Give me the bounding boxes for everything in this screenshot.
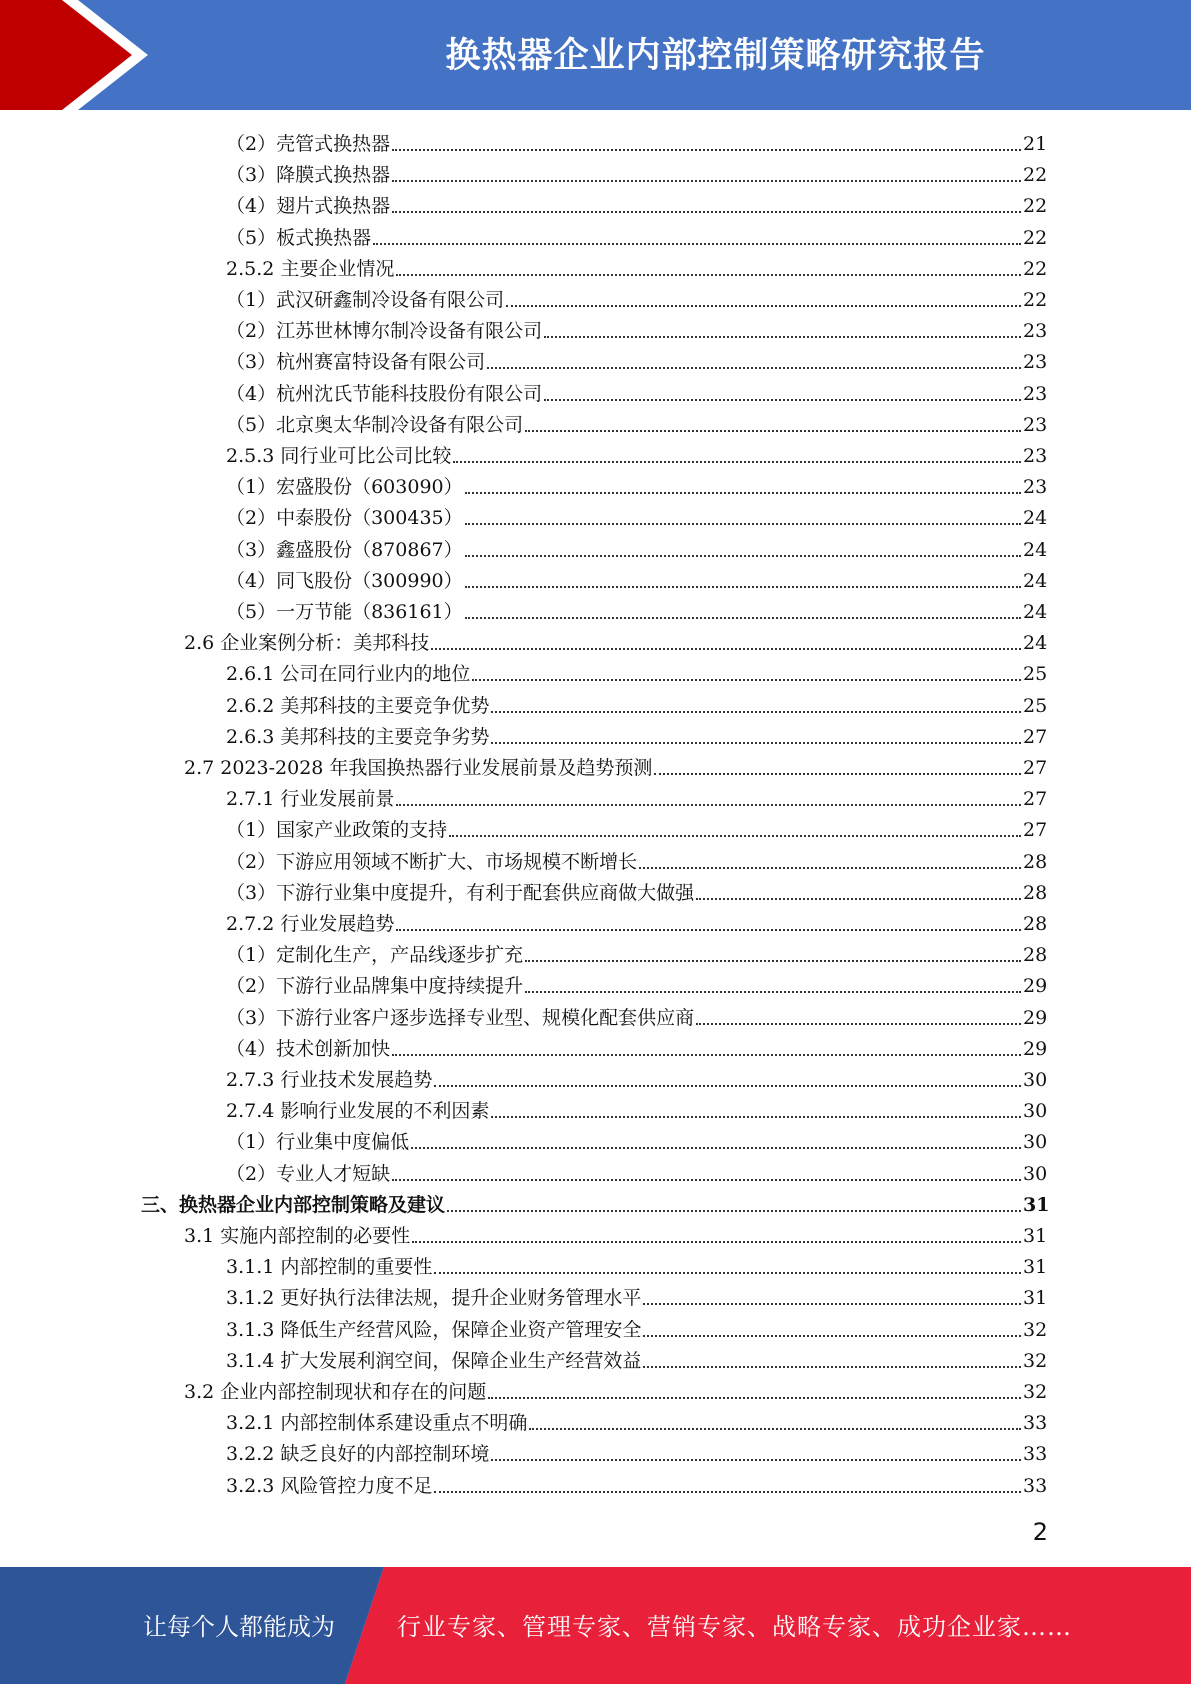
toc-entry-label: （4）杭州沈氏节能科技股份有限公司 (226, 382, 543, 405)
toc-entry-page: 30 (1023, 1069, 1048, 1091)
toc-entry-page: 30 (1023, 1131, 1048, 1154)
toc-dot-leader (373, 243, 1021, 245)
toc-dot-leader (643, 1303, 1021, 1305)
toc-entry-label: 2.7.2 行业发展趋势 (226, 913, 395, 935)
toc-entry-label: 2.7.4 影响行业发展的不利因素 (226, 1100, 490, 1123)
toc-entry[interactable] (226, 1437, 1047, 1467)
toc-entry-page: 31 (1023, 1193, 1050, 1216)
toc-entry-label: （4）翅片式换热器 (226, 195, 391, 218)
toc-entry[interactable] (141, 1188, 1050, 1218)
toc-entry[interactable] (226, 564, 1047, 594)
toc-entry-page: 33 (1023, 1443, 1048, 1466)
toc-entry[interactable] (226, 252, 1047, 282)
toc-entry-label: （5）北京奥太华制冷设备有限公司 (226, 413, 524, 436)
toc-entry-page: 21 (1023, 133, 1048, 155)
toc-dot-leader (491, 1459, 1021, 1461)
toc-dot-leader (465, 586, 1021, 588)
toc-entry-page: 30 (1023, 1100, 1048, 1123)
toc-entry[interactable] (226, 158, 1047, 188)
toc-entry-page: 28 (1023, 850, 1048, 873)
toc-entry-label: 2.6 企业案例分析：美邦科技 (184, 632, 430, 655)
toc-entry-page: 24 (1023, 569, 1048, 592)
toc-entry-label: （1）行业集中度偏低 (226, 1131, 410, 1154)
toc-entry[interactable] (226, 127, 1047, 157)
toc-entry-page: 22 (1023, 195, 1048, 218)
toc-entry-label: 2.6.3 美邦科技的主要竞争劣势 (226, 725, 490, 748)
toc-entry-label: （2）专业人才短缺 (226, 1162, 391, 1185)
toc-entry-page: 33 (1023, 1412, 1048, 1435)
toc-entry[interactable] (226, 876, 1047, 906)
toc-dot-leader (491, 742, 1021, 744)
toc-entry-page: 31 (1023, 1256, 1048, 1279)
toc-entry[interactable] (226, 501, 1047, 531)
toc-dot-leader (465, 523, 1021, 525)
toc-entry-page: 23 (1023, 445, 1048, 467)
toc-dot-leader (639, 867, 1021, 869)
toc-entry-label: （5）一万节能（836161） (226, 601, 463, 623)
toc-dot-leader (396, 929, 1021, 931)
toc-entry[interactable] (226, 720, 1047, 750)
toc-entry[interactable] (226, 1125, 1047, 1155)
toc-entry[interactable] (226, 1281, 1047, 1311)
toc-dot-leader (491, 711, 1021, 713)
toc-dot-leader (643, 1366, 1021, 1368)
toc-entry-label: 2.7 2023-2028 年我国换热器行业发展前景及趋势预测 (184, 757, 653, 779)
toc-entry[interactable] (226, 845, 1047, 875)
toc-entry-page: 29 (1023, 1037, 1048, 1060)
toc-entry-label: 3.1.1 内部控制的重要性 (226, 1256, 433, 1279)
toc-entry-label: （2）壳管式换热器 (226, 133, 391, 155)
toc-entry[interactable] (226, 189, 1047, 219)
toc-dot-leader (411, 1147, 1021, 1149)
toc-entry-page: 31 (1023, 1225, 1048, 1247)
toc-entry-label: （5）板式换热器 (226, 226, 372, 249)
toc-entry[interactable] (226, 1063, 1047, 1093)
toc-entry-label: 3.2 企业内部控制现状和存在的问题 (184, 1381, 487, 1403)
toc-entry-label: （1）定制化生产，产品线逐步扩充 (226, 944, 524, 967)
toc-entry[interactable] (226, 1313, 1047, 1343)
toc-entry[interactable] (226, 689, 1047, 719)
toc-entry-label: 2.6.1 公司在同行业内的地位 (226, 663, 471, 686)
toc-entry[interactable] (184, 626, 1047, 656)
toc-entry-label: 2.5.3 同行业可比公司比较 (226, 445, 452, 467)
toc-entry[interactable] (226, 782, 1047, 812)
toc-entry[interactable] (226, 657, 1047, 687)
toc-dot-leader (392, 149, 1021, 151)
toc-dot-leader (654, 773, 1021, 775)
toc-entry[interactable] (226, 907, 1047, 937)
toc-entry[interactable] (226, 1094, 1047, 1124)
report-title: 换热器企业内部控制策略研究报告 (445, 36, 986, 76)
toc-entry-label: 3.2.3 风险管控力度不足 (226, 1474, 433, 1497)
toc-dot-leader (506, 305, 1021, 307)
toc-entry-label: （3）下游行业集中度提升，有利于配套供应商做大做强 (226, 881, 695, 904)
toc-dot-leader (491, 1116, 1021, 1118)
toc-dot-leader (396, 804, 1021, 806)
toc-entry-page: 23 (1023, 413, 1048, 436)
toc-entry[interactable] (226, 1032, 1047, 1062)
toc-dot-leader (453, 461, 1021, 463)
toc-entry-page: 30 (1023, 1162, 1048, 1185)
toc-entry-page: 22 (1023, 164, 1048, 187)
toc-entry-page: 29 (1023, 975, 1048, 998)
toc-dot-leader (525, 430, 1021, 432)
toc-entry-label: 3.2.2 缺乏良好的内部控制环境 (226, 1443, 490, 1466)
toc-entry-label: 3.2.1 内部控制体系建设重点不明确 (226, 1412, 528, 1435)
toc-entry[interactable] (226, 1250, 1047, 1280)
toc-entry-page: 22 (1023, 226, 1048, 249)
toc-entry[interactable] (226, 1001, 1047, 1031)
toc-entry-page: 23 (1023, 351, 1048, 374)
toc-entry-page: 24 (1023, 632, 1048, 655)
toc-entry-label: 3.1 实施内部控制的必要性 (184, 1225, 411, 1247)
toc-entry[interactable] (226, 439, 1047, 469)
toc-dot-leader (434, 1491, 1021, 1493)
toc-dot-leader (696, 1023, 1021, 1025)
toc-entry-label: 2.6.2 美邦科技的主要竞争优势 (226, 694, 490, 717)
toc-dot-leader (487, 367, 1021, 369)
toc-entry-label: 2.7.3 行业技术发展趋势 (226, 1069, 433, 1091)
toc-entry-page: 32 (1023, 1318, 1048, 1341)
toc-entry-page: 24 (1023, 601, 1048, 623)
toc-entry-label: 三、换热器企业内部控制策略及建议 (141, 1193, 446, 1216)
toc-entry-label: （4）同飞股份（300990） (226, 569, 463, 592)
toc-entry-page: 32 (1023, 1381, 1048, 1403)
toc-entry[interactable] (226, 813, 1047, 843)
toc-dot-leader (643, 1335, 1021, 1337)
toc-entry[interactable] (226, 470, 1047, 500)
toc-dot-leader (396, 274, 1021, 276)
toc-entry-page: 23 (1023, 320, 1048, 343)
toc-entry[interactable] (226, 314, 1047, 344)
toc-entry-label: （1）宏盛股份（603090） (226, 476, 463, 499)
toc-entry-page: 28 (1023, 881, 1048, 904)
toc-entry-page: 24 (1023, 538, 1048, 561)
toc-entry[interactable] (226, 1344, 1047, 1374)
toc-entry-label: （1）国家产业政策的支持 (226, 819, 448, 842)
toc-entry[interactable] (226, 221, 1047, 251)
toc-dot-leader (431, 648, 1021, 650)
toc-entry-label: 3.1.2 更好执行法律法规，提升企业财务管理水平 (226, 1287, 642, 1310)
toc-dot-leader (392, 1179, 1021, 1181)
toc-entry-page: 27 (1023, 788, 1048, 811)
toc-entry[interactable] (226, 595, 1047, 625)
toc-dot-leader (434, 1272, 1021, 1274)
toc-entry[interactable] (226, 377, 1047, 407)
toc-entry-page: 23 (1023, 382, 1048, 405)
toc-entry-page: 27 (1023, 725, 1048, 748)
toc-entry[interactable] (226, 938, 1047, 968)
toc-entry[interactable] (226, 408, 1047, 438)
toc-entry-page: 25 (1023, 694, 1048, 717)
footer-slogan-left: 让每个人都能成为 (143, 1613, 335, 1641)
toc-entry-label: 3.1.4 扩大发展利润空间，保障企业生产经营效益 (226, 1349, 642, 1372)
toc-entry-page: 27 (1023, 819, 1048, 842)
toc-entry-page: 23 (1023, 476, 1048, 499)
toc-entry-label: （2）中泰股份（300435） (226, 507, 463, 530)
toc-entry-page: 27 (1023, 757, 1048, 779)
toc-entry-label: （4）技术创新加快 (226, 1037, 391, 1060)
toc-entry-page: 22 (1023, 289, 1048, 311)
toc-entry-page: 29 (1023, 1006, 1048, 1029)
toc-dot-leader (544, 336, 1021, 338)
toc-entry[interactable] (184, 1219, 1047, 1249)
toc-entry-label: （2）下游应用领域不断扩大、市场规模不断增长 (226, 850, 638, 873)
toc-entry-label: 3.1.3 降低生产经营风险，保障企业资产管理安全 (226, 1318, 642, 1341)
toc-dot-leader (696, 898, 1021, 900)
toc-entry-page: 25 (1023, 663, 1048, 686)
toc-entry-label: （3）鑫盛股份（870867） (226, 538, 463, 561)
toc-entry-label: 2.7.1 行业发展前景 (226, 788, 395, 811)
toc-entry[interactable] (226, 969, 1047, 999)
toc-entry[interactable] (226, 1157, 1047, 1187)
toc-dot-leader (529, 1428, 1021, 1430)
toc-dot-leader (392, 180, 1021, 182)
page-number: 2 (1032, 1518, 1048, 1546)
toc-entry[interactable] (184, 1375, 1047, 1405)
toc-entry-page: 32 (1023, 1349, 1048, 1372)
toc-entry-label: （3）降膜式换热器 (226, 164, 391, 187)
toc-entry-page: 22 (1023, 257, 1048, 280)
footer-slogan-right: 行业专家、管理专家、营销专家、战略专家、成功企业家…… (397, 1613, 1072, 1641)
toc-entry-page: 28 (1023, 944, 1048, 967)
toc-entry[interactable] (226, 283, 1047, 313)
toc-entry[interactable] (226, 345, 1047, 375)
toc-entry[interactable] (226, 1469, 1047, 1499)
toc-dot-leader (465, 492, 1021, 494)
toc-entry-label: 2.5.2 主要企业情况 (226, 257, 395, 280)
toc-entry-page: 31 (1023, 1287, 1048, 1310)
toc-entry-page: 28 (1023, 913, 1048, 935)
toc-entry-label: （2）下游行业品牌集中度持续提升 (226, 975, 524, 998)
toc-dot-leader (412, 1241, 1021, 1243)
toc-entry-page: 24 (1023, 507, 1048, 530)
toc-entry-label: （2）江苏世林博尔制冷设备有限公司 (226, 320, 543, 343)
toc-entry[interactable] (226, 533, 1047, 563)
toc-dot-leader (525, 960, 1021, 962)
toc-entry-label: （3）杭州赛富特设备有限公司 (226, 351, 486, 374)
page-header (0, 0, 1191, 110)
toc-dot-leader (465, 555, 1021, 557)
toc-dot-leader (392, 1054, 1021, 1056)
toc-dot-leader (449, 835, 1021, 837)
toc-dot-leader (465, 617, 1021, 619)
toc-dot-leader (488, 1397, 1021, 1399)
toc-dot-leader (525, 991, 1021, 993)
toc-dot-leader (472, 679, 1021, 681)
toc-entry[interactable] (226, 1406, 1047, 1436)
page-footer (0, 1567, 1191, 1684)
toc-entry-page: 33 (1023, 1474, 1048, 1497)
toc-dot-leader (434, 1085, 1021, 1087)
toc-dot-leader (544, 399, 1021, 401)
toc-dot-leader (447, 1210, 1021, 1212)
toc-entry[interactable] (184, 751, 1047, 781)
toc-entry-label: （3）下游行业客户逐步选择专业型、规模化配套供应商 (226, 1006, 695, 1029)
toc-dot-leader (392, 211, 1021, 213)
toc-entry-label: （1）武汉研鑫制冷设备有限公司 (226, 289, 505, 311)
